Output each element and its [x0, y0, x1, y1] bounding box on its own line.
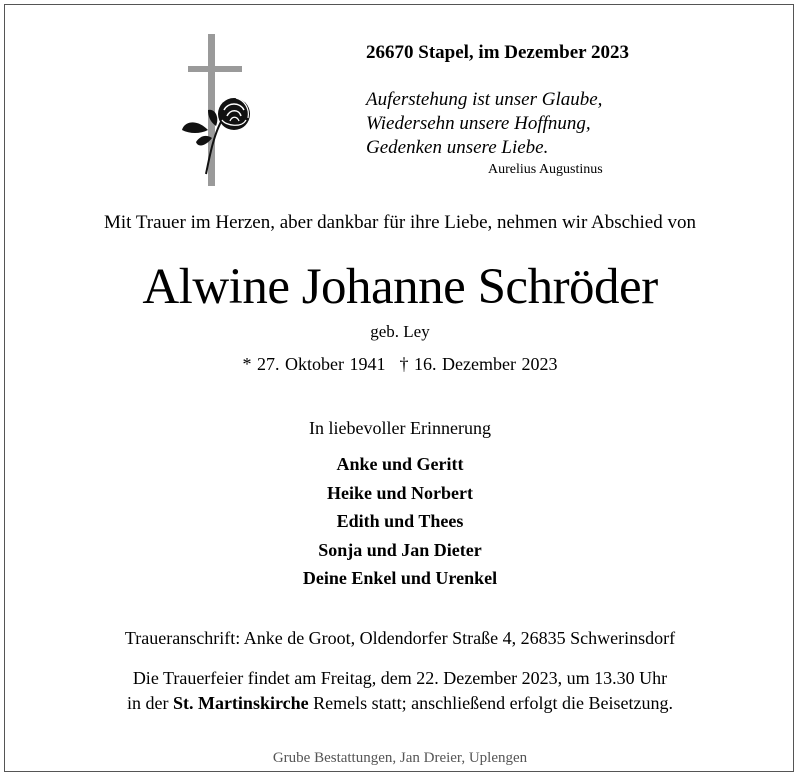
- church-name: St. Martinskirche: [172, 693, 309, 713]
- life-dates: [0, 354, 800, 375]
- intro-text: Mit Trauer im Herzen, aber dankbar für ihre Liebe, nehmen wir Abschied von: [104, 212, 696, 233]
- quote: [366, 88, 602, 160]
- maiden-name: geb. Ley: [370, 322, 430, 341]
- undertaker-footer: [0, 750, 800, 767]
- mourner: Edith und Thees: [336, 511, 464, 531]
- funeral-service: [0, 666, 800, 716]
- cross-with-rose-icon: [178, 34, 266, 190]
- undertaker-name: Grube Bestattungen, Jan Dreier, Uplengen: [265, 750, 535, 766]
- service-suffix: Remels statt; anschließend erfolgt die Beisetzung.: [313, 693, 674, 713]
- mourning-address: Traueranschrift: Anke de Groot, Oldendorfer Straße 4, 26835 Schwerinsdorf: [124, 628, 676, 648]
- mourners-list: [0, 450, 800, 593]
- quote-line: Auferstehung ist unser Glaube,: [366, 89, 603, 110]
- death-date: † 16. Dezember 2023: [399, 354, 558, 374]
- mourner: Heike und Norbert: [327, 482, 473, 503]
- birth-date: * 27. Oktober 1941: [242, 354, 386, 374]
- mourner: Anke und Geritt: [336, 454, 464, 474]
- service-line-2: [0, 691, 800, 716]
- memory-heading: In liebevoller Erinnerung: [309, 418, 491, 438]
- place-date: 26670 Stapel, im Dezember 2023: [366, 42, 629, 63]
- service-prefix: in der: [126, 693, 169, 713]
- service-line-1: Die Trauerfeier findet am Freitag, dem 22. Dezember 2023, um 13.30 Uhr: [132, 668, 668, 688]
- quote-line: Gedenken unsere Liebe.: [366, 137, 549, 158]
- quote-line: Wiedersehn unsere Hoffnung,: [366, 113, 591, 134]
- mourner: Deine Enkel und Urenkel: [302, 568, 498, 588]
- quote-author: Aurelius Augustinus: [488, 162, 603, 177]
- deceased-name: Alwine Johanne Schröder: [142, 259, 658, 315]
- mourner: Sonja und Jan Dieter: [318, 539, 482, 560]
